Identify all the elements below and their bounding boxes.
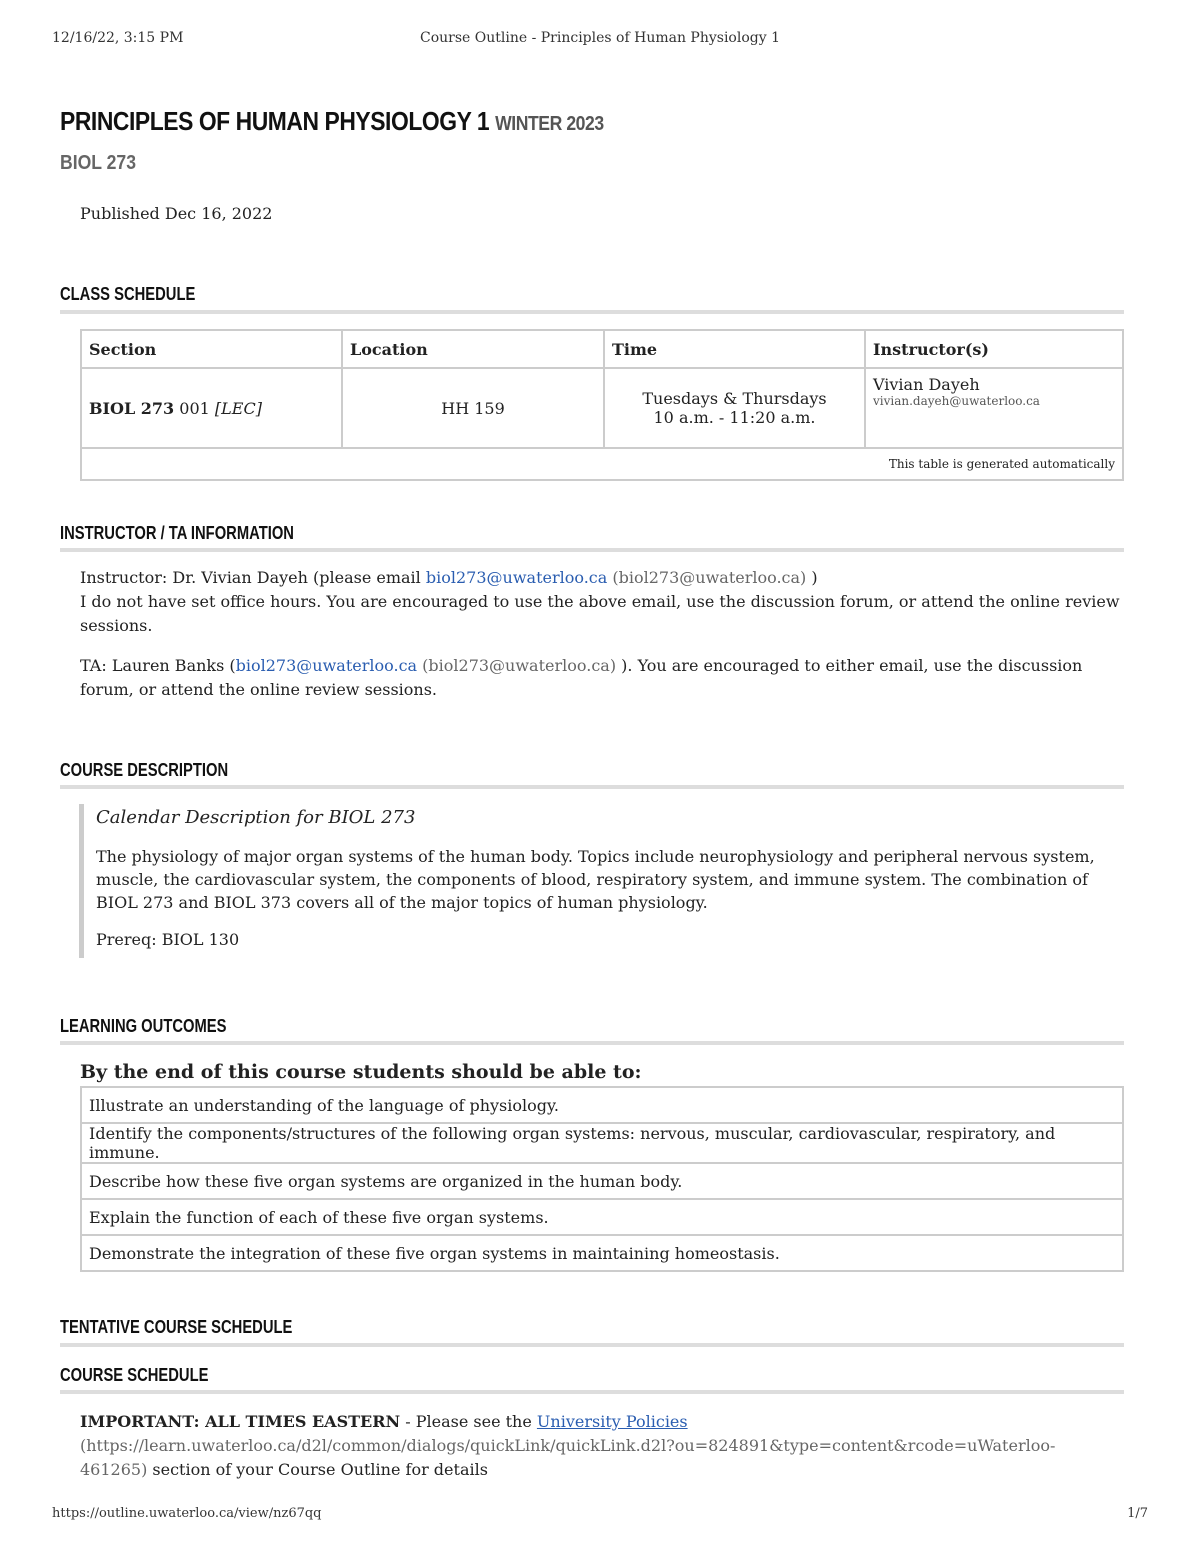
calendar-description-text: The physiology of major organ systems of the human body. Topics include neurophysiology and peripheral nervous system, muscle, the cardiovascular system, the components of blood, respiratory system, and immune system. The combination of BIOL 273 and BIOL 373 covers all of the major topics of human physiology. [96,847,1095,912]
section-rule [60,548,1124,552]
course-name: PRINCIPLES OF HUMAN PHYSIOLOGY 1 [60,106,490,136]
section-heading-tentative-schedule: TENTATIVE COURSE SCHEDULE [60,1317,293,1337]
important-notice: IMPORTANT: ALL TIMES EASTERN - Please see the University Policies (https://learn.uwaterloo.ca/d2l/common/dialogs/quickLink/quickLink.d2l?ou=824891&type=content&rcode=uWaterloo-461265) section of your Course Outline for details [80,1412,1056,1479]
class-schedule-table [80,329,1124,481]
section-heading-course-description: COURSE DESCRIPTION [60,760,229,780]
table-note-row [81,448,1123,480]
table-header-row [81,330,1123,368]
learning-outcomes-heading: By the end of this course students should be able to: [80,1061,642,1083]
table-row [81,1123,1123,1163]
auto-generated-note: This table is generated automatically [81,448,1123,480]
table-row [81,1163,1123,1199]
table-row [81,1087,1123,1123]
table-row [81,1199,1123,1235]
outcome-item: Identify the components/structures of the following organ systems: nervous, muscular, cardiovascular, respiratory, and immune. [81,1123,1123,1163]
print-timestamp: 12/16/22, 3:15 PM [52,30,184,46]
learning-outcomes-table [80,1086,1124,1272]
page-number: 1/7 [1127,1506,1148,1521]
university-policies-link[interactable]: University Policies [536,1412,688,1431]
ta-info: TA: Lauren Banks (biol273@uwaterloo.ca (biol273@uwaterloo.ca) ). You are encouraged to either email, use the discussion forum, or attend the online review sessions. [80,656,1083,699]
course-code: BIOL 273 [60,152,136,174]
cell-instructor: Vivian Dayeh vivian.dayeh@uwaterloo.ca [865,368,1123,448]
term-label: WINTER 2023 [495,113,604,135]
ta-email-link[interactable]: biol273@uwaterloo.ca [235,656,418,675]
col-header-location: Location [342,330,604,368]
section-rule [60,1041,1124,1045]
col-header-section: Section [81,330,342,368]
section-rule [60,310,1124,314]
published-date: Published Dec 16, 2022 [80,204,273,223]
col-header-instructors: Instructor(s) [865,330,1123,368]
section-heading-course-schedule: COURSE SCHEDULE [60,1365,209,1385]
section-rule [60,1390,1124,1394]
instructor-email-link[interactable]: biol273@uwaterloo.ca [425,568,608,587]
section-rule [60,785,1124,789]
outcome-item: Demonstrate the integration of these five organ systems in maintaining homeostasis. [81,1235,1123,1271]
prerequisite: Prereq: BIOL 130 [96,930,240,949]
print-url: https://outline.uwaterloo.ca/view/nz67qq [52,1506,322,1521]
policies-url: (https://learn.uwaterloo.ca/d2l/common/dialogs/quickLink/quickLink.d2l?ou=824891&type=content&rcode=uWaterloo-461265) [80,1436,1056,1479]
calendar-description-block [79,804,1123,958]
section-rule [60,1343,1124,1347]
outcome-item: Explain the function of each of these five organ systems. [81,1199,1123,1235]
cell-section: BIOL 273 001 [LEC] [81,368,342,448]
outcome-item: Illustrate an understanding of the language of physiology. [81,1087,1123,1123]
print-doc-title: Course Outline - Principles of Human Physiology 1 [419,30,780,46]
instructor-info: Instructor: Dr. Vivian Dayeh (please email biol273@uwaterloo.ca (biol273@uwaterloo.ca) ) I do not have set office hours. You are encouraged to use the above email, use the discussion forum, or attend the online review sessions. [80,568,1120,635]
instructor-email: vivian.dayeh@uwaterloo.ca [873,394,1040,408]
table-row [81,1235,1123,1271]
col-header-time: Time [604,330,865,368]
page-title [60,106,604,137]
section-heading-instructor-ta: INSTRUCTOR / TA INFORMATION [60,523,294,543]
cell-time: Tuesdays & Thursdays 10 a.m. - 11:20 a.m. [604,368,865,448]
calendar-description-title: Calendar Description for BIOL 273 [96,807,416,828]
section-heading-learning-outcomes: LEARNING OUTCOMES [60,1016,227,1036]
outcome-item: Describe how these five organ systems are organized in the human body. [81,1163,1123,1199]
table-row [81,368,1123,448]
cell-location: HH 159 [342,368,604,448]
section-heading-class-schedule: CLASS SCHEDULE [60,284,196,304]
